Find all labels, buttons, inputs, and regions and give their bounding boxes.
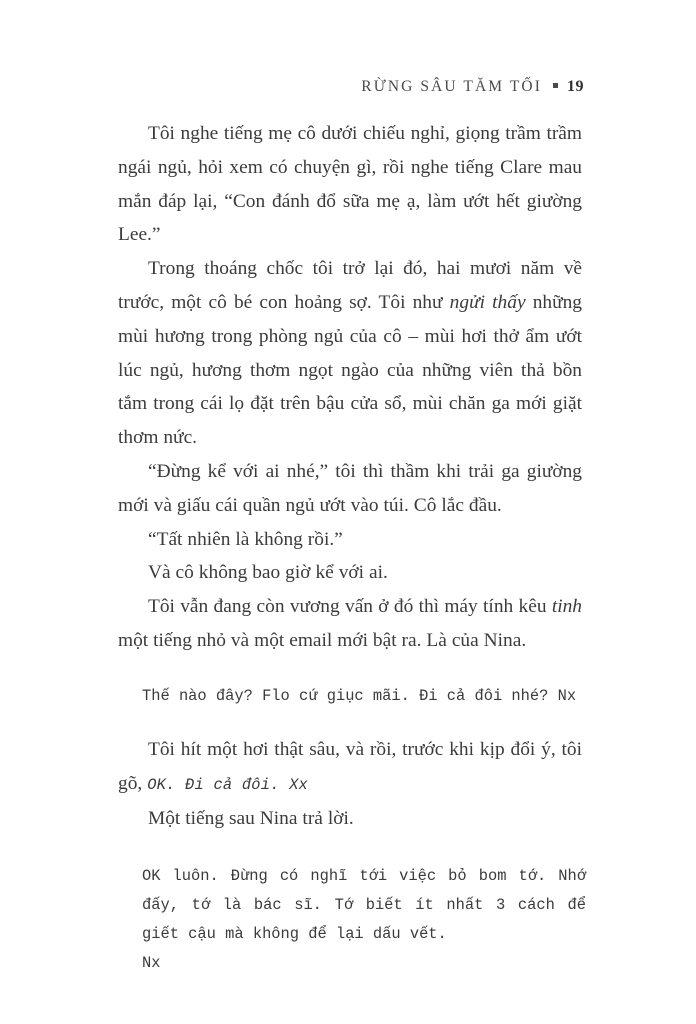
spacer-above-first-email xyxy=(118,658,582,682)
spacer-above-second-email xyxy=(118,836,582,862)
paragraph-6 xyxy=(118,590,582,658)
text-block xyxy=(118,117,586,978)
paragraph-7-part-1: Tôi hít một hơi thật sâu, và rồi, trước khi kịp đổi ý, tôi gõ, xyxy=(118,738,582,794)
paragraph-3: “Đừng kể với ai nhé,” tôi thì thầm khi trải ga giường mới và giấu cái quần ngủ ướt vào túi. Cô lắc đầu. xyxy=(118,460,582,516)
email-message-second-signoff: Nx xyxy=(142,954,161,973)
paragraph-7 xyxy=(118,733,582,803)
paragraph-4: “Tất nhiên là không rồi.” xyxy=(148,528,343,550)
running-head xyxy=(118,78,584,100)
paragraph-6-italic-word: tinh xyxy=(551,596,582,618)
paragraph-6-part-2: một tiếng nhỏ và một email mới bật ra. Là của Nina. xyxy=(118,629,527,651)
paragraph-7-typed-reply: OK. Đi cả đôi. Xx xyxy=(147,775,308,794)
paragraph-5: Và cô không bao giờ kể với ai. xyxy=(148,562,388,584)
spacer-below-first-email xyxy=(118,711,582,733)
paragraph-2-part-2: những mùi hương trong phòng ngủ của cô – mùi hơi thở ẩm ướt lúc ngủ, hương thơm ngọt ngào của những viên thả bồn tắm trong cái lọ đặt trên bậu cửa sổ, mùi chăn ga mới giặt thơm nức. xyxy=(118,291,582,449)
running-head-title: RỪNG SÂU TĂM TỐI xyxy=(361,78,542,95)
page-number: 19 xyxy=(567,78,584,95)
paragraph-2-italic-phrase: ngửi thấy xyxy=(449,291,526,313)
paragraph-2 xyxy=(118,252,582,455)
square-bullet-icon xyxy=(553,83,558,88)
paragraph-6-part-1: Tôi vẫn đang còn vương vấn ở đó thì máy tính kêu xyxy=(148,596,552,618)
paragraph-8: Một tiếng sau Nina trả lời. xyxy=(148,808,354,830)
email-message-second-body: OK luôn. Đừng có nghĩ tới việc bỏ bom tớ. Nhớ đấy, tớ là bác sĩ. Tớ biết ít nhất 3 cách để giết cậu mà không để lại dấu vết. xyxy=(142,867,586,944)
email-message-second xyxy=(118,862,586,978)
paragraph-1: Tôi nghe tiếng mẹ cô dưới chiếu nghỉ, giọng trầm trầm ngái ngủ, hỏi xem có chuyện gì, rồi nghe tiếng Clare mau mắn đáp lại, “Con đánh đổ sữa mẹ ạ, làm ướt hết giường Lee.” xyxy=(118,123,582,246)
paragraph-2-part-1: Trong thoáng chốc tôi trở lại đó, hai mươi năm về trước, một cô bé con hoảng sợ. Tôi như xyxy=(118,258,582,313)
email-message-first: Thế nào đây? Flo cứ giục mãi. Đi cả đôi nhé? Nx xyxy=(142,686,577,705)
